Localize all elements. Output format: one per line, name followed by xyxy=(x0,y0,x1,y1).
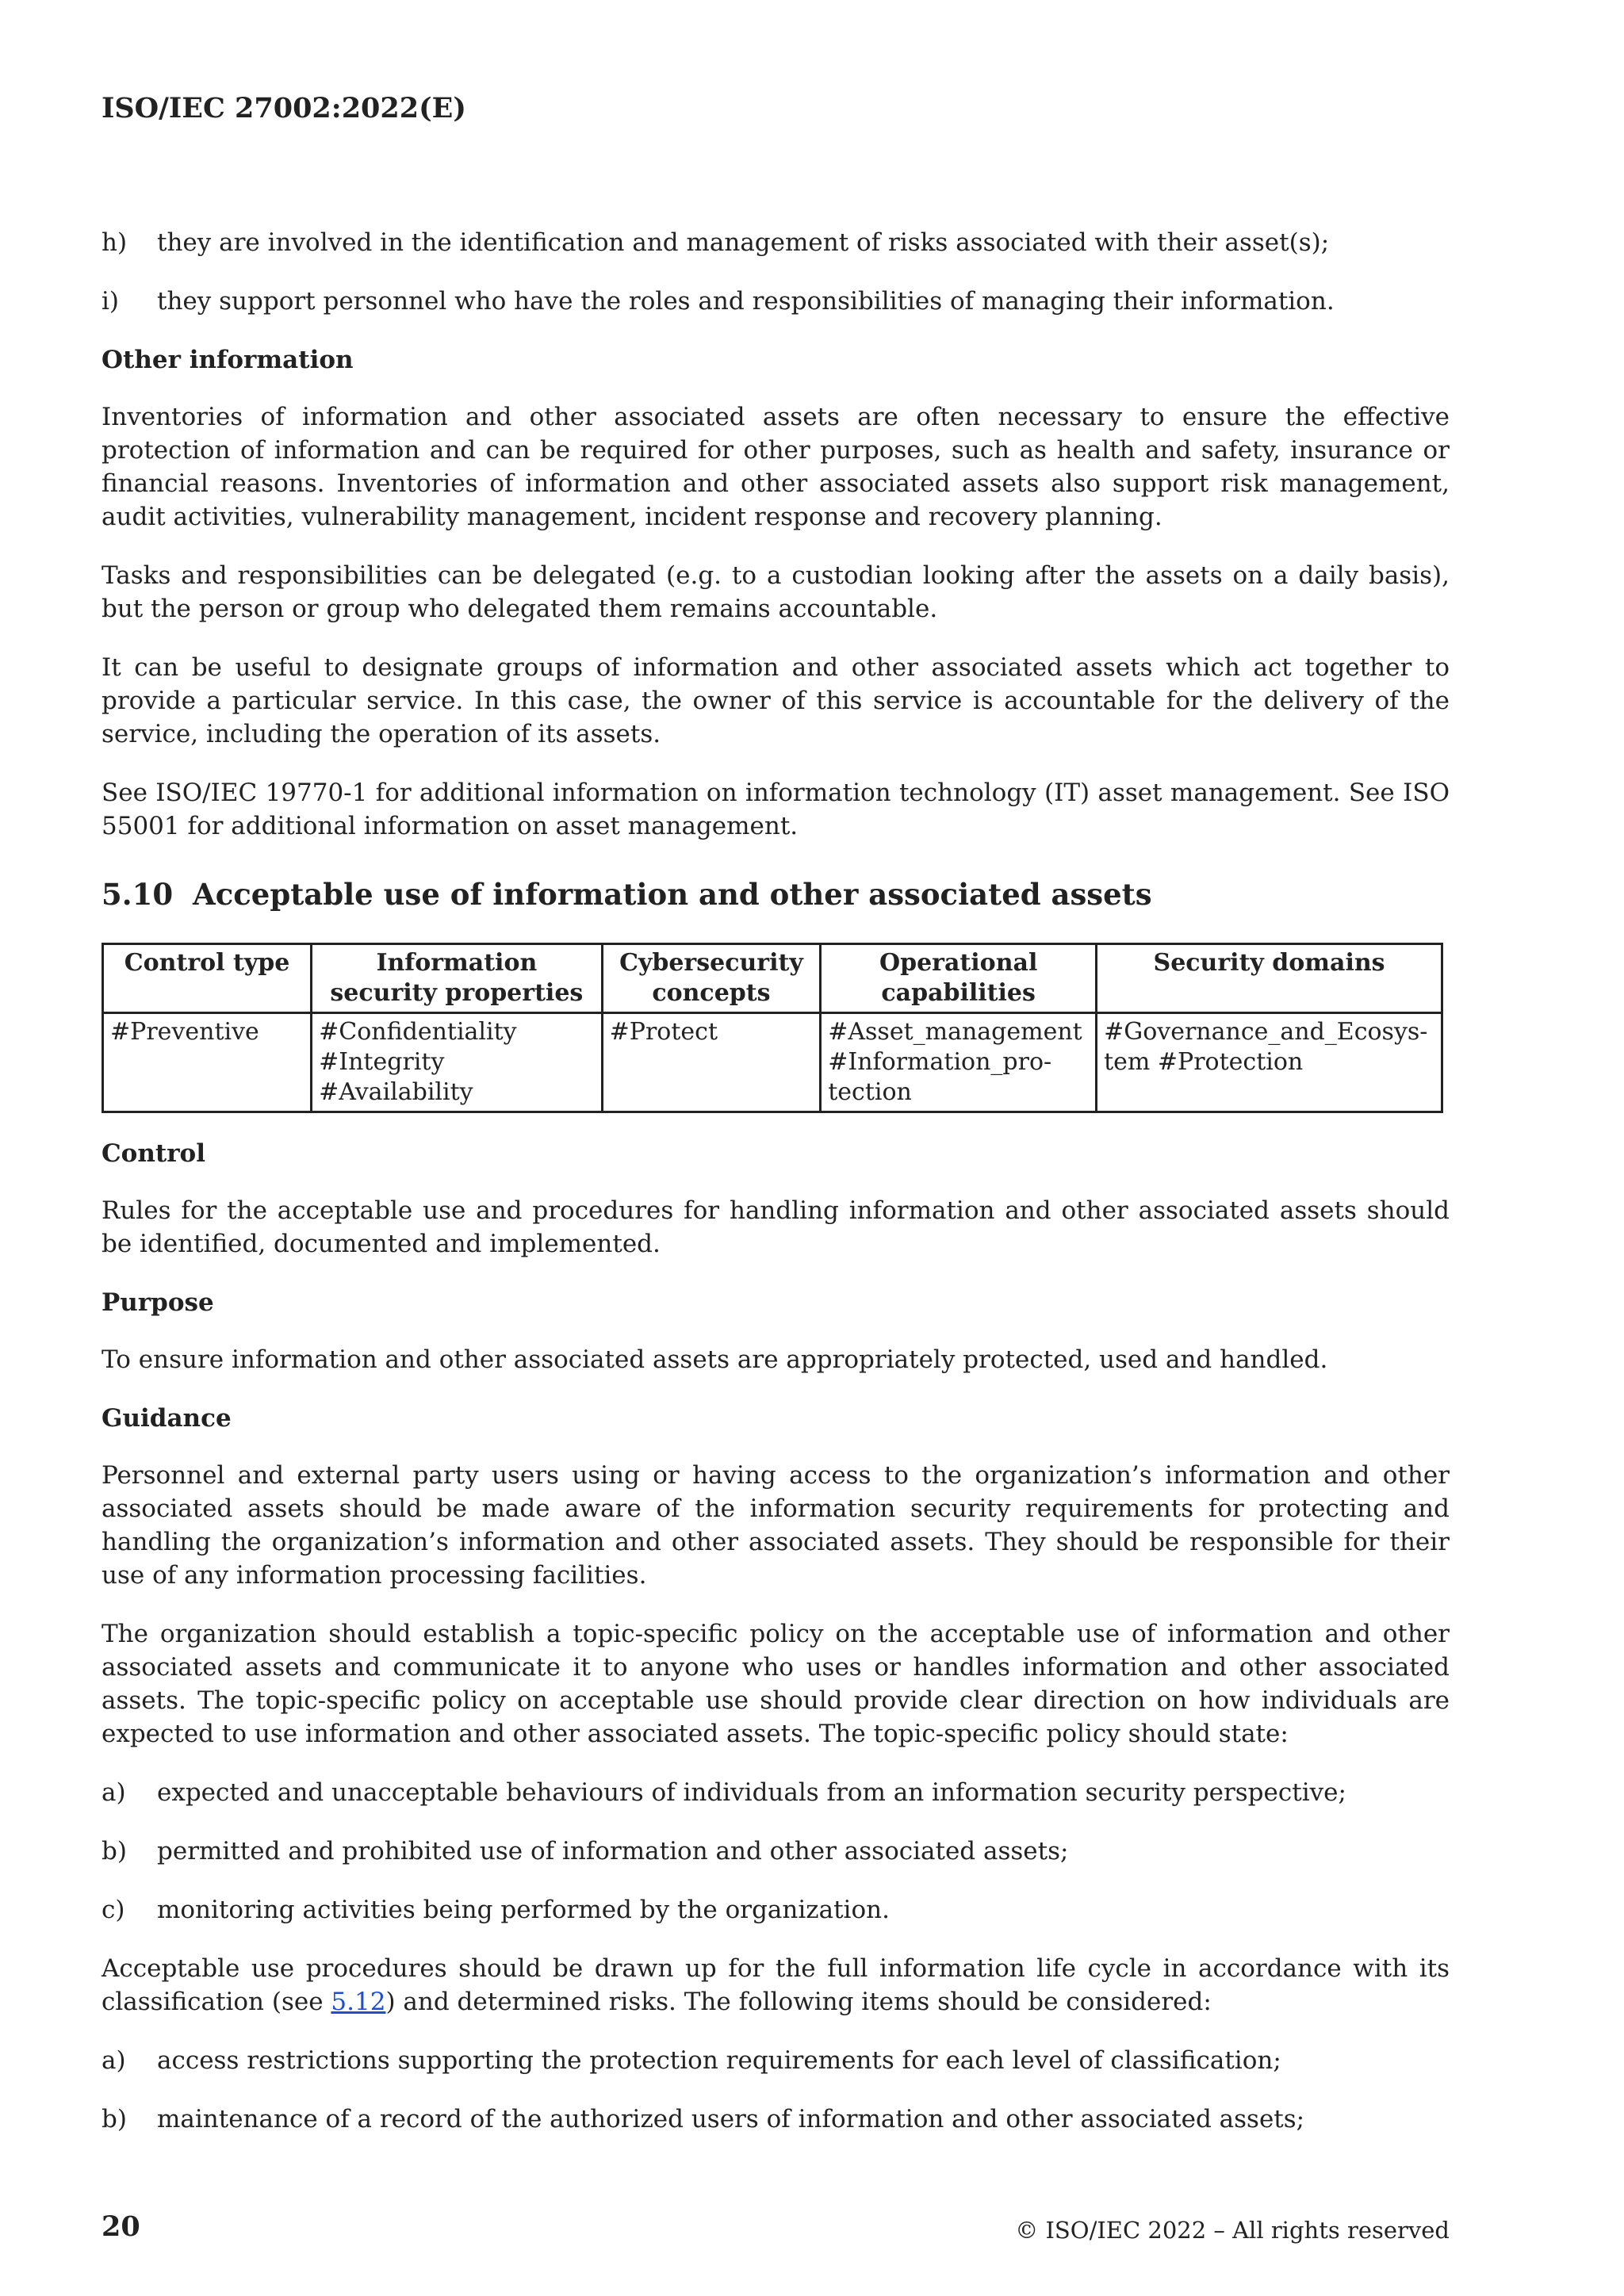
list-text: monitoring activities being performed by the organization. xyxy=(157,1896,890,1924)
cell-line: #Availability xyxy=(319,1078,473,1106)
table-header-cell: Control type xyxy=(103,944,312,1013)
table-header-cell: Security domains xyxy=(1097,944,1442,1013)
properties-cell xyxy=(312,1013,603,1112)
purpose-text: To ensure information and other associated assets are appropriately protected, used and handled. xyxy=(102,1345,1328,1374)
cell-line: #Governance_and_Ecosys- xyxy=(1104,1018,1428,1046)
copyright-notice: © ISO/IEC 2022 – All rights reserved xyxy=(1015,2217,1450,2244)
control-type-cell: #Preventive xyxy=(103,1013,312,1112)
paragraph-text: Acceptable use procedures should be drawn up for the full information life cycle in accordance with its classification (see xyxy=(102,1954,1450,2016)
section-heading xyxy=(102,878,1450,911)
list-marker: i) xyxy=(102,287,120,316)
list-marker: a) xyxy=(102,1778,126,1807)
document-id: ISO/IEC 27002:2022(E) xyxy=(102,92,466,124)
paragraph-text: ) and determined risks. The following items should be considered: xyxy=(385,1988,1212,2016)
cell-line: #Asset_management xyxy=(828,1018,1082,1046)
list-item xyxy=(102,2103,1450,2136)
list-item xyxy=(102,1893,1450,1927)
attributes-table xyxy=(102,943,1443,1113)
guidance-heading: Guidance xyxy=(102,1404,232,1433)
list-item xyxy=(102,1776,1450,1809)
list-item xyxy=(102,285,1450,318)
paragraph: Inventories of information and other associated assets are often necessary to ensure the effective protection of information and can be required for other purposes, such as health and safety, insurance or financial reasons. Inventories of information and other associated assets also support risk management, audit activities, vulnerability management, incident response and recovery planning. xyxy=(102,403,1450,531)
list-text: expected and unacceptable behaviours of individuals from an information security perspective; xyxy=(157,1778,1346,1807)
section-number: 5.10 xyxy=(102,877,174,912)
cell-line: #Confidentiality xyxy=(319,1018,517,1046)
paragraph: The organization should establish a topic-specific policy on the acceptable use of information and other associated assets and communicate it to anyone who uses or handles information and other associated assets. The topic-specific policy on acceptable use should provide clear direction on how individuals are expected to use information and other associated assets. The topic-specific policy should state: xyxy=(102,1620,1450,1748)
list-marker: b) xyxy=(102,2105,127,2133)
list-text: they are involved in the identification and management of risks associated with their asset(s); xyxy=(157,228,1330,257)
table-header-cell: Cybersecurity concepts xyxy=(602,944,821,1013)
cell-line: #Integrity xyxy=(319,1048,445,1076)
control-heading: Control xyxy=(102,1139,205,1168)
section-title: Acceptable use of information and other associated assets xyxy=(193,877,1152,912)
list-item xyxy=(102,226,1450,259)
control-text: Rules for the acceptable use and procedures for handling information and other associated assets should be identified, documented and implemented. xyxy=(102,1196,1450,1258)
clause-reference-link[interactable]: 5.12 xyxy=(331,1988,386,2016)
list-marker: h) xyxy=(102,228,128,257)
list-marker: c) xyxy=(102,1896,125,1924)
list-marker: b) xyxy=(102,1837,127,1866)
list-item xyxy=(102,2044,1450,2077)
list-marker: a) xyxy=(102,2046,126,2075)
page-body xyxy=(102,226,1450,2161)
list-item xyxy=(102,1835,1450,1868)
table-header-row xyxy=(103,944,1442,1013)
other-information-heading: Other information xyxy=(102,346,354,374)
cell-line: tection xyxy=(828,1078,912,1106)
paragraph: Tasks and responsibilities can be delegated (e.g. to a custodian looking after the assets on a daily basis), but the person or group who delegated them remains accountable. xyxy=(102,561,1450,623)
paragraph xyxy=(102,1952,1450,2019)
cell-line: #Information_pro- xyxy=(828,1048,1052,1076)
purpose-heading: Purpose xyxy=(102,1288,214,1317)
paragraph: Personnel and external party users using or having access to the organization’s information and other associated assets should be made aware of the information security requirements for protecting and handling the organization’s information and other associated assets. They should be responsible for their use of any information processing facilities. xyxy=(102,1461,1450,1590)
list-text: permitted and prohibited use of information and other associated assets; xyxy=(157,1837,1069,1866)
capabilities-cell xyxy=(821,1013,1097,1112)
list-text: they support personnel who have the roles and responsibilities of managing their information. xyxy=(157,287,1335,316)
paragraph: It can be useful to designate groups of information and other associated assets which act together to provide a particular service. In this case, the owner of this service is accountable for the delivery of the service, including the operation of its assets. xyxy=(102,653,1450,748)
list-text: maintenance of a record of the authorized users of information and other associated assets; xyxy=(157,2105,1305,2133)
list-text: access restrictions supporting the protection requirements for each level of classification; xyxy=(157,2046,1281,2075)
cell-line: tem #Protection xyxy=(1104,1048,1304,1076)
page-number: 20 xyxy=(102,2210,140,2243)
concepts-cell: #Protect xyxy=(602,1013,821,1112)
table-header-cell: Operational capabilities xyxy=(821,944,1097,1013)
table-header-cell: Information security properties xyxy=(312,944,603,1013)
paragraph: See ISO/IEC 19770-1 for additional information on information technology (IT) asset management. See ISO 55001 for additional information on asset management. xyxy=(102,779,1450,840)
domains-cell xyxy=(1097,1013,1442,1112)
table-row xyxy=(103,1013,1442,1112)
